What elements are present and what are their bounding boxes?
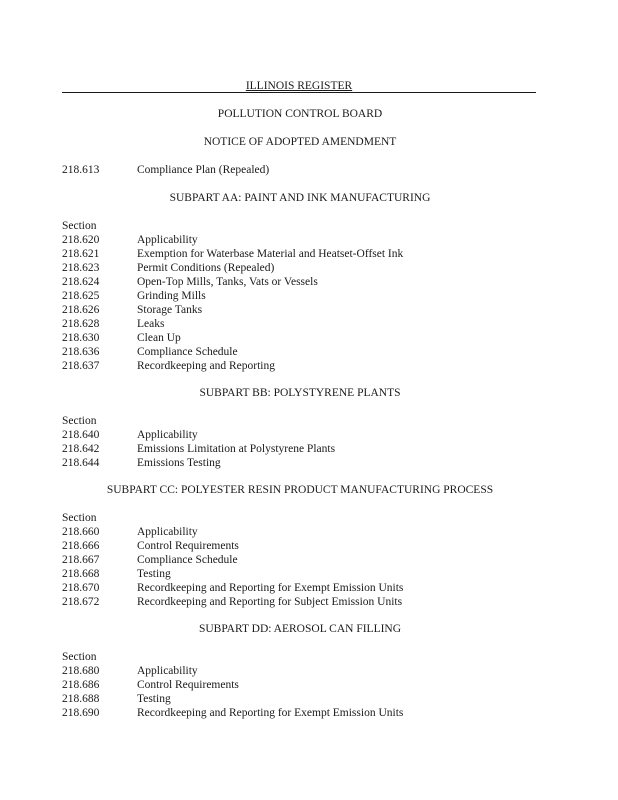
intro-section-title: Compliance Plan (Repealed) (137, 164, 270, 176)
section-label: Section (62, 220, 97, 232)
subpart-aa-heading: SUBPART AA: PAINT AND INK MANUFACTURING (169, 192, 431, 204)
agency-title: POLLUTION CONTROL BOARD (217, 108, 383, 120)
section-label: Section (62, 415, 97, 427)
subpart-bb-heading: SUBPART BB: POLYSTYRENE PLANTS (199, 387, 401, 399)
intro-section-number: 218.613 (62, 164, 100, 176)
document-page: ILLINOIS REGISTER POLLUTION CONTROL BOARD NOTICE OF ADOPTED AMENDMENT 218.613 Compliance Plan (Repealed) SUBPART AA: PAINT AND INK MANUFACTURING Section 218.620 Applicability 218.621 Exemption for Waterbase Material and Heatset-Offset Ink 218.623 Permit Conditions (Repealed) 218.624 Open-Top Mills, Tanks, Vats or Vessels 218.625 Grinding Mills 218.626 Storage Tanks 218.628 Leaks 218.630 Clean Up 218.636 Compliance Schedule 218.637 Recordkeeping and Reporting SUBPART BB: POLYSTYRENE PLANTS Section 218.640 Applicability 218.642 Emissions Limitation at Polystyrene Plants 218.644 Emissions Testing SUBPART CC: POLYESTER RESIN PRODUCT MANUFACTURING PROCESS Section 218.660 Applicability 218.666 Control Requirements 218.667 Compliance Schedule 218.668 Testing 218.670 Recordkeeping and Reporting for Exempt Emission Units 218.672 Recordkeeping and Reporting for Subject Emission Units SUBPART DD: AEROSOL CAN FILLING Section 218.680 Applicability 218.686 Control Requirements 218.688 Testing 218.690 Recordkeeping and Reporting for Exempt Emission Units (0, 0, 618, 800)
section-label: Section (62, 651, 97, 663)
register-title: ILLINOIS REGISTER (240, 80, 358, 92)
notice-title: NOTICE OF ADOPTED AMENDMENT (203, 136, 397, 148)
subpart-cc-heading: SUBPART CC: POLYESTER RESIN PRODUCT MANUFACTURING PROCESS (106, 484, 494, 496)
register-header (62, 80, 536, 94)
subpart-dd-heading: SUBPART DD: AEROSOL CAN FILLING (198, 623, 402, 635)
section-label: Section (62, 512, 97, 524)
